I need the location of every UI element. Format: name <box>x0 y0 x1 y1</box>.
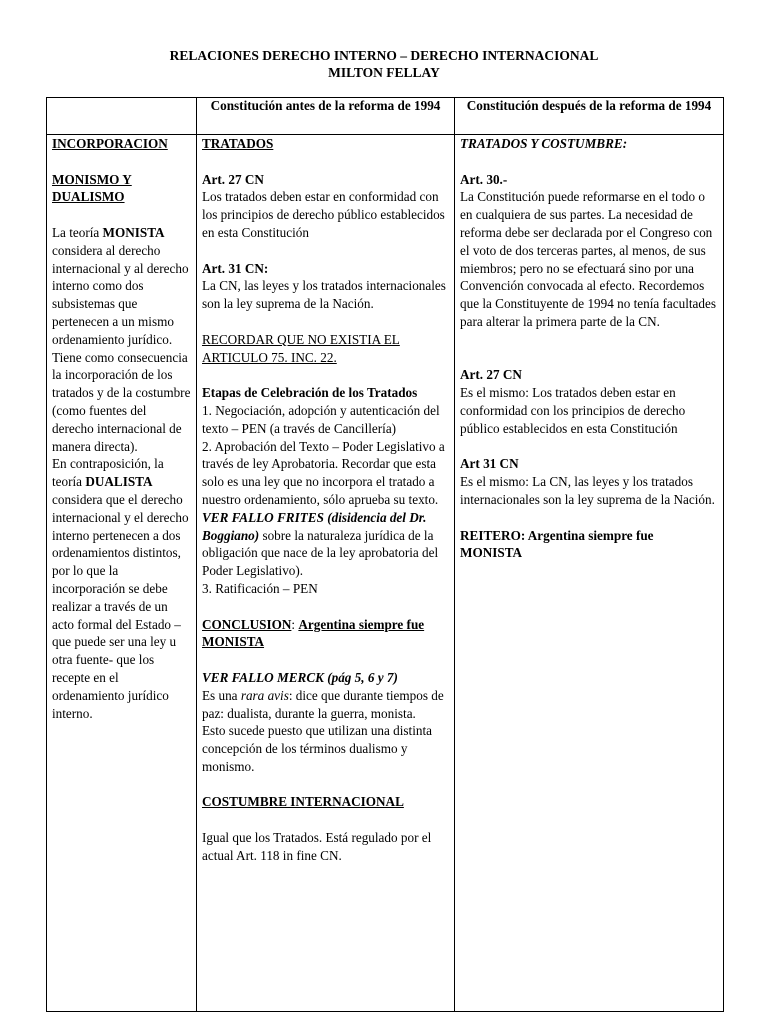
art27-title: Art. 27 CN <box>202 171 264 187</box>
header-cell-after-reform: Constitución después de la reforma de 1994 <box>455 98 724 135</box>
etapa-2: 2. Aprobación del Texto – Poder Legislativo a través de ley Aprobatoria. Recordar que esta solo es una ley que no incorpora el tratado a nuestro ordenamiento, sólo aprueba su texto. <box>202 438 445 507</box>
incorporacion-heading: INCORPORACION <box>52 136 168 151</box>
tratados-costumbre-heading: TRATADOS Y COSTUMBRE: <box>460 136 628 151</box>
recordar-note: RECORDAR QUE NO EXISTIA EL ARTICULO 75. INC. 22. <box>202 331 400 365</box>
comparison-table <box>46 97 724 1012</box>
etapa-3: 3. Ratificación – PEN <box>202 580 318 596</box>
table-header-row <box>47 98 724 135</box>
art31-title: Art. 31 CN: <box>202 260 269 276</box>
dualista-paragraph: En contraposición, la teoría DUALISTA considera que el derecho internacional y el derecho interno pertenecen a dos ordenamientos distintos, por lo que la incorporación se debe realizar a través de un acto formal del Estado – que puede ser una ley u otra fuente- que los recepte en el ordenamiento jurídico interno. <box>52 456 189 721</box>
reitero-note: REITERO: Argentina siempre fue MONISTA <box>460 527 654 561</box>
art27-after-title: Art. 27 CN <box>460 367 522 383</box>
merck-paragraph: Es una rara avis: dice que durante tiempos de paz: dualista, durante la guerra, monista. <box>202 687 444 721</box>
cell-incorporacion <box>47 135 197 1012</box>
etapas-title: Etapas de Celebración de los Tratados <box>202 385 418 401</box>
etapa-1: 1. Negociación, adopción y autenticación del texto – PEN (a través de Cancillería) <box>202 402 440 436</box>
monismo-dualismo-heading: MONISMO Y DUALISMO <box>52 171 132 205</box>
dualista-term: DUALISTA <box>85 474 153 490</box>
frites-paragraph: VER FALLO FRITES (disidencia del Dr. Boggiano) sobre la naturaleza jurídica de la obligación que nace de la ley aprobatoria del Poder Legislativo). <box>202 509 439 579</box>
conclusion: CONCLUSION: Argentina siempre fue MONISTA <box>202 616 425 650</box>
art30-text: La Constitución puede reformarse en el todo o en cualquiera de sus partes. La necesidad de reforma debe ser declarada por el Congreso con el voto de dos terceras partes, al menos, de sus miembros; pero no se efectuará sino por una Convención convocada al efecto. Recordemos que la Constituyente de 1994 no tenía facultades para alterar la primera parte de la CN. <box>460 189 716 329</box>
rara-avis: rara avis <box>240 687 289 703</box>
document-title: RELACIONES DERECHO INTERNO – DERECHO INTERNACIONAL <box>169 48 599 63</box>
art27-text: Los tratados deben estar en conformidad con los principios de derecho público establecidos en esta Constitución <box>202 189 445 240</box>
merck-title: VER FALLO MERCK (pág 5, 6 y 7) <box>202 669 398 685</box>
cell-before-reform <box>197 135 455 1012</box>
costumbre-text: Igual que los Tratados. Está regulado por el actual Art. 118 in fine CN. <box>202 830 432 863</box>
document-author: MILTON FELLAY <box>328 65 440 80</box>
header-cell-empty <box>47 98 197 135</box>
monista-paragraph: La teoría MONISTA considera al derecho internacional y al derecho interno como dos subsistemas que pertenecen a un mismo ordenamiento jurídico. Tiene como consecuencia la incorporación de los tratados y de la costumbre (como fuentes del derecho internacional de manera directa). <box>52 224 191 454</box>
header-cell-before-reform: Constitución antes de la reforma de 1994 <box>197 98 455 135</box>
costumbre-heading: COSTUMBRE INTERNACIONAL <box>202 794 404 810</box>
art31-after-text: Es el mismo: La CN, las leyes y los tratados internacionales son la ley suprema de la Nación. <box>460 474 715 507</box>
art30-title: Art. 30.- <box>460 171 508 187</box>
art31-text: La CN, las leyes y los tratados internacionales son la ley suprema de la Nación. <box>202 278 446 312</box>
conclusion-text: Argentina siempre fue MONISTA <box>202 616 425 650</box>
art31-after-title: Art 31 CN <box>460 456 519 472</box>
tratados-heading: TRATADOS <box>202 136 274 151</box>
conclusion-label: CONCLUSION <box>202 616 292 632</box>
table-body-row <box>47 135 724 1012</box>
art27-after-text: Es el mismo: Los tratados deben estar en conformidad con los principios de derecho público establecidos en esta Constitución <box>460 385 686 436</box>
cell-after-reform <box>455 135 724 1012</box>
frites-title: VER FALLO FRITES (disidencia del Dr. Boggiano) <box>202 509 427 543</box>
monista-term: MONISTA <box>102 224 165 240</box>
merck-text-2: Esto sucede puesto que utilizan una distinta concepción de los términos dualismo y monismo. <box>202 723 432 774</box>
